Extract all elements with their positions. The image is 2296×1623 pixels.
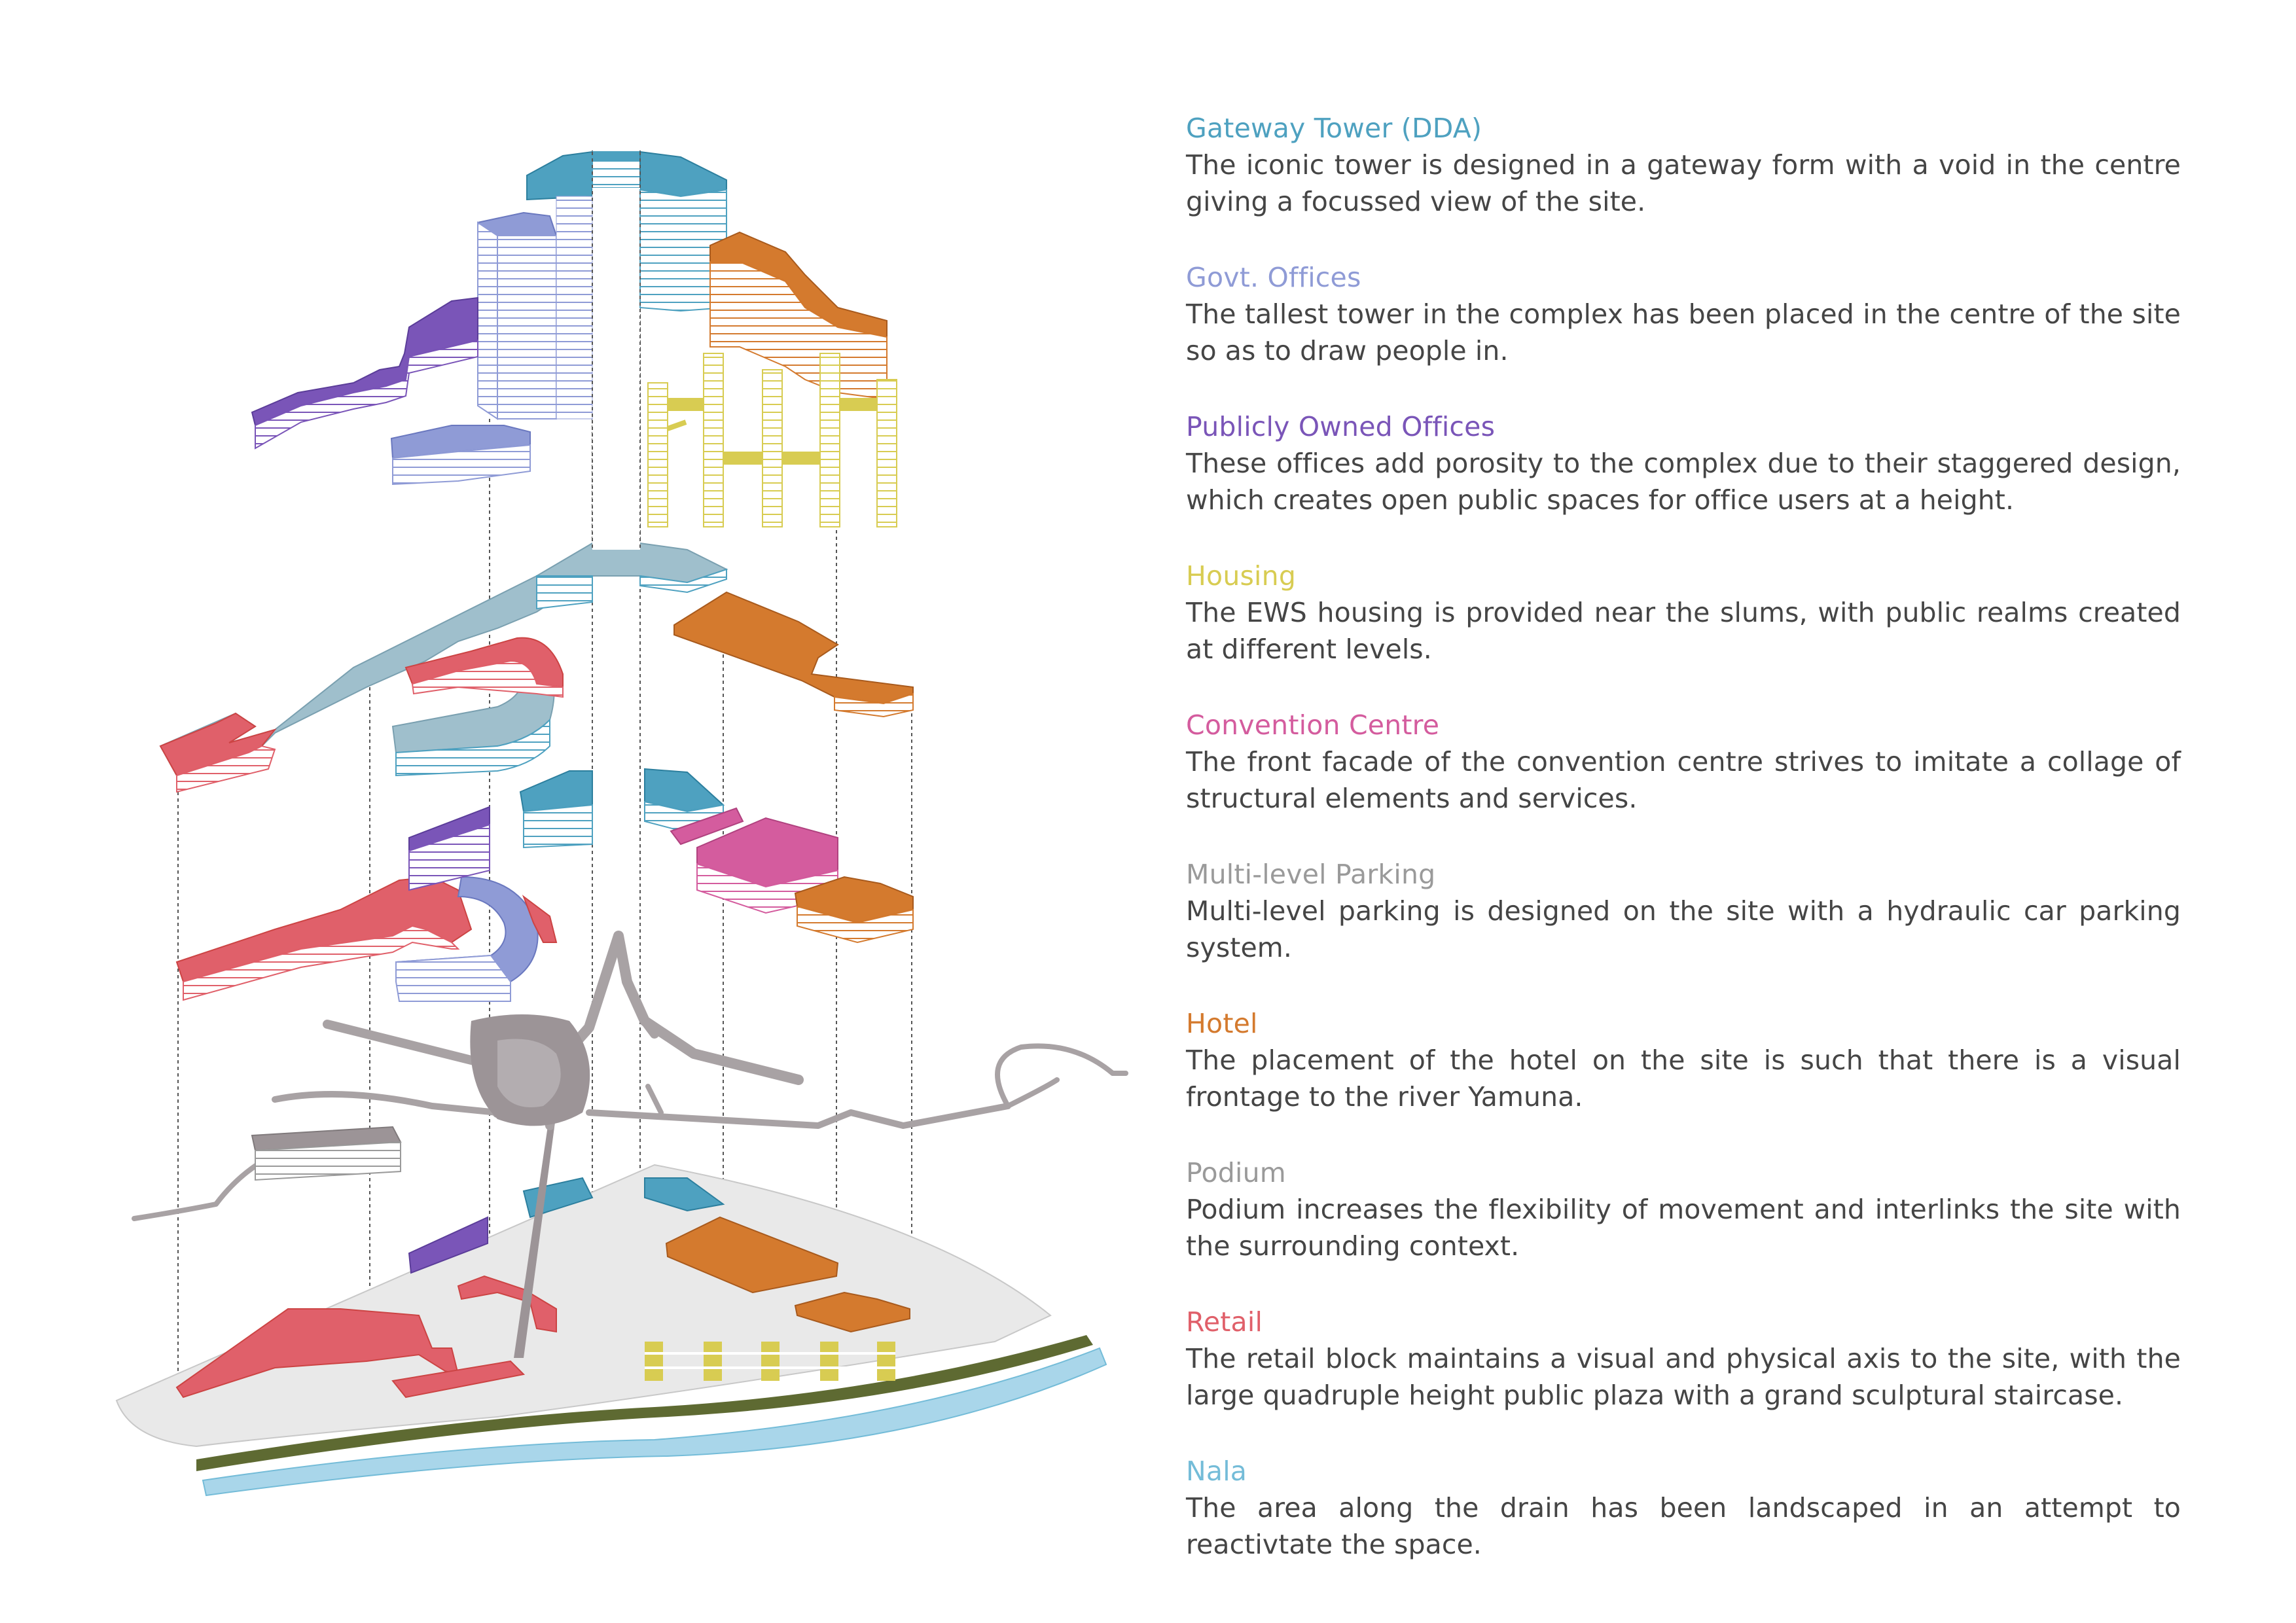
legend-desc-parking: Multi-level parking is designed on the site with a hydraulic car parking system. bbox=[1186, 895, 2181, 963]
legend-desc-convention: The front facade of the convention centre strives to imitate a collage of structural elements and services. bbox=[1186, 746, 2181, 814]
legend-title-hotel: Hotel bbox=[1186, 1008, 1258, 1039]
legend-desc-public_offices: These offices add porosity to the complex due to their staggered design, which creates open public spaces for office users at a height. bbox=[1186, 448, 2181, 516]
legend-title-retail: Retail bbox=[1186, 1306, 1263, 1338]
legend-desc-nala: The area along the drain has been landscaped in an attempt to reactivtate the space. bbox=[1186, 1492, 2181, 1560]
legend-desc-hotel: The placement of the hotel on the site is such that there is a visual frontage to the river Yamuna. bbox=[1186, 1044, 2181, 1113]
legend-item-housing bbox=[1186, 558, 2181, 668]
parking-block bbox=[252, 1127, 401, 1180]
legend-title-gateway: Gateway Tower (DDA) bbox=[1186, 113, 1482, 144]
legend-title-podium: Podium bbox=[1186, 1157, 1286, 1188]
legend-title-housing: Housing bbox=[1186, 560, 1297, 592]
legend-item-podium bbox=[1186, 1154, 2181, 1264]
legend-item-govt bbox=[1186, 259, 2181, 369]
legend-title-nala: Nala bbox=[1186, 1455, 1247, 1487]
legend-title-convention: Convention Centre bbox=[1186, 709, 1440, 741]
legend-item-parking bbox=[1186, 856, 2181, 966]
legend-item-public_offices bbox=[1186, 408, 2181, 518]
legend-panel bbox=[1186, 110, 2181, 1602]
level-2-blocks bbox=[160, 543, 913, 792]
legend-item-nala bbox=[1186, 1453, 2181, 1563]
legend-title-govt: Govt. Offices bbox=[1186, 262, 1361, 293]
legend-item-gateway bbox=[1186, 110, 2181, 220]
legend-desc-housing: The EWS housing is provided near the slums, with public realms created at different levels. bbox=[1186, 597, 2181, 665]
legend-title-parking: Multi-level Parking bbox=[1186, 859, 1436, 890]
legend-desc-gateway: The iconic tower is designed in a gateway form with a void in the centre giving a focussed view of the site. bbox=[1186, 149, 2181, 217]
legend-desc-retail: The retail block maintains a visual and physical axis to the site, with the large quadruple height public plaza with a grand sculptural staircase. bbox=[1186, 1343, 2181, 1411]
level-3-blocks bbox=[177, 769, 913, 1001]
legend-desc-govt: The tallest tower in the complex has been placed in the centre of the site so as to draw people in. bbox=[1186, 298, 2181, 366]
legend-desc-podium: Podium increases the flexibility of movement and interlinks the site with the surrounding context. bbox=[1186, 1194, 2181, 1262]
legend-title-public_offices: Publicly Owned Offices bbox=[1186, 411, 1496, 442]
legend-item-convention bbox=[1186, 707, 2181, 817]
legend-item-retail bbox=[1186, 1304, 2181, 1414]
legend-item-hotel bbox=[1186, 1005, 2181, 1115]
level-1-towers bbox=[252, 152, 897, 550]
